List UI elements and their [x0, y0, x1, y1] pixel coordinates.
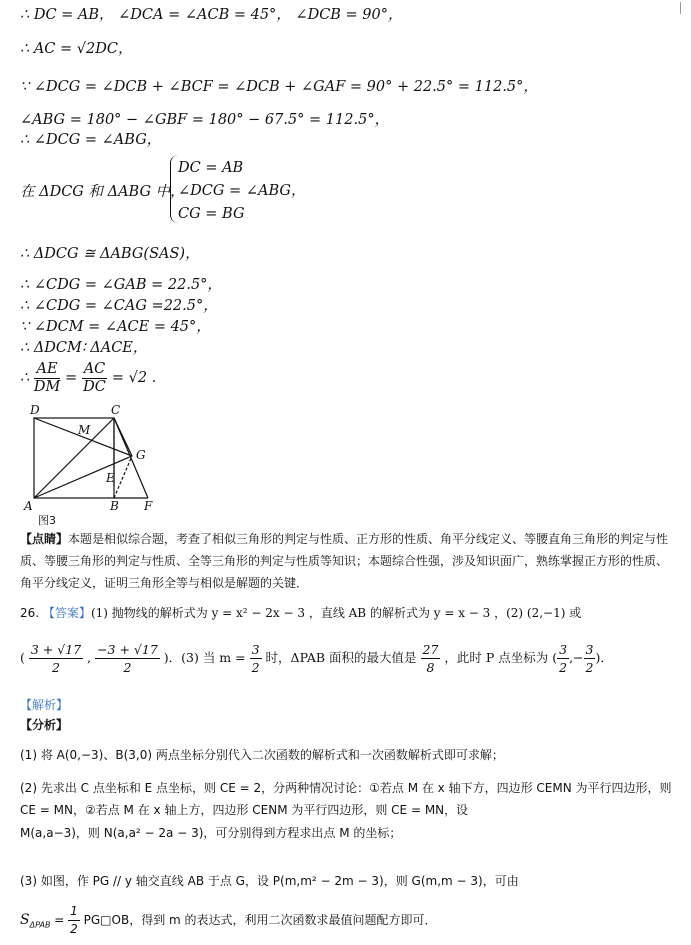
ratio-result: = √2 . [111, 370, 157, 386]
proof-line-3: ∵ ∠DCG = ∠DCB + ∠BCF = ∠DCB + ∠GAF = 90° + 22.5° = 112.5°， [20, 79, 538, 95]
fraction-numerator: 3 [585, 642, 594, 657]
label-d: D [30, 403, 40, 417]
fraction-denominator: 2 [70, 922, 78, 936]
fraction-denominator: 2 [559, 660, 568, 675]
answer-text-point: ，此时 P 点坐标为 ( [444, 650, 558, 665]
page-corner-mark [680, 2, 687, 14]
equals-sign: = [54, 913, 65, 927]
proof-line-4: ∠ABG = 180° − ∠GBF = 180° − 67.5° = 112.5°， [20, 112, 390, 128]
system-row-3: CG = BG [178, 206, 245, 222]
comment-tag: 【点睛】 [20, 532, 69, 546]
step-1: (1) 将 A(0,−3)、B(3,0) 两点坐标分别代入二次函数的解析式和一次函数解析式即可求解； [20, 748, 504, 762]
figure-caption: 图3 [38, 514, 56, 527]
comma-minus: ,− [569, 650, 584, 665]
comment-paragraph [20, 528, 675, 594]
fraction-ac-dc [82, 361, 108, 396]
therefore-symbol: ∴ [20, 370, 30, 386]
label-b: B [110, 499, 119, 513]
fraction-2 [95, 641, 160, 676]
fraction-denominator: 2 [52, 660, 60, 675]
fraction-3 [250, 641, 262, 676]
fraction-denominator: 2 [251, 660, 260, 675]
proof-line-7: ∴ ΔDCG ≅ ΔABG(SAS)， [20, 246, 200, 262]
q26-answer-line-2 [20, 640, 675, 676]
fraction-6 [584, 641, 596, 676]
answer-text-area: 时，ΔPAB 面积的最大值是 [265, 650, 417, 665]
comma: , [87, 650, 92, 665]
fraction-numerator: 3 + √17 [30, 642, 82, 657]
proof-line-6: 在 ΔDCG 和 ΔABG 中， [20, 184, 185, 200]
answer-part-1: (1) 抛物线的解析式为 y = x² − 2x − 3 ，直线 AB 的解析式为 y = x − 3 ，(2) (2,−1) 或 [90, 606, 582, 620]
proof-line-2: ∴ AC = √2DC， [20, 41, 133, 57]
fraction-denominator: 2 [123, 660, 132, 675]
fraction-1 [29, 641, 83, 676]
answer-tag: 【答案】 [42, 606, 91, 620]
equation-system [178, 157, 305, 226]
fraction-numerator: −3 + √17 [97, 642, 158, 657]
q26-answer-line-1 [20, 602, 675, 624]
fraction-numerator: 3 [559, 642, 568, 657]
step-3b [20, 902, 675, 943]
system-row-1: DC = AB [178, 160, 244, 176]
proof-line-1: ∴ DC = AB， ∠DCA = ∠ACB = 45°， ∠DCB = 90°， [20, 7, 403, 23]
step-2b: M(a,a−3)，则 N(a,a² − 2a − 3)，可分别得到方程求出点 M 的坐标； [20, 826, 402, 840]
step-2a: (2) 先求出 C 点坐标和 E 点坐标，则 CE = 2，分两种情况讨论：①若点 M 在 x 轴下方，四边形 CEMN 为平行四边形，则 CE = MN，②若点 M 在 x 轴上方，四边形 CENM 为平行四边形，则 CE = MN，设 [20, 781, 672, 817]
fenxi-tag-line: 【分析】 [20, 718, 69, 732]
fraction-denominator: 2 [585, 660, 594, 675]
step-3a: (3) 如图，作 PG // y 轴交直线 AB 于点 G，设 P(m,m² − 2m − 3)，则 G(m,m − 3)，可由 [20, 874, 519, 888]
fraction-numerator: 1 [68, 903, 80, 921]
fraction-denominator: 8 [426, 660, 435, 675]
fraction-ae-dm [34, 361, 60, 396]
label-e: E [106, 471, 115, 485]
step-3b-rest: PG□OB，得到 m 的表达式，利用二次函数求最值问题配方即可． [83, 913, 437, 927]
proof-line-9: ∴ ∠CDG = ∠CAG =22.5°， [20, 298, 218, 314]
area-symbol: S [20, 912, 30, 928]
geometry-figure-3 [20, 400, 170, 528]
question-number: 26. [20, 606, 40, 620]
fraction-4 [421, 641, 441, 676]
proof-line-11: ∴ ΔDCM∶ ΔACE， [20, 340, 148, 356]
proof-line-10: ∵ ∠DCM = ∠ACE = 45°， [20, 319, 211, 335]
label-g: G [136, 448, 146, 462]
answer-text-m: )．(3) 当 m = [163, 650, 246, 665]
fraction-numerator: 27 [422, 642, 439, 657]
paren-close: )． [595, 650, 613, 665]
fraction-numerator: AC [83, 360, 106, 377]
fraction-denominator: DC [83, 378, 106, 395]
proof-line-8: ∴ ∠CDG = ∠GAB = 22.5°， [20, 277, 222, 293]
fraction-denominator: DM [33, 378, 61, 395]
label-m: M [78, 423, 91, 437]
paren-open: ( [20, 650, 25, 665]
label-c: C [111, 403, 121, 417]
analysis-tag: 【解析】 [20, 698, 69, 712]
proof-line-5: ∴ ∠DCG = ∠ABG， [20, 132, 162, 148]
fraction-numerator: AE [34, 361, 60, 379]
ratio-line [20, 360, 156, 396]
equals-sign: = [64, 370, 78, 386]
label-f: F [144, 499, 153, 513]
diagonal-ac [34, 418, 114, 498]
system-row-2: ∠DCG = ∠ABG， [178, 183, 306, 199]
label-a: A [24, 499, 33, 513]
comment-text: 本题是相似综合题，考查了相似三角形的判定与性质、正方形的性质、角平分线定义、等腰直角三角形的判定与性质、等腰三角形的判定与性质、全等三角形的判定与性质等知识；本题综合性强，涉及知识面广，熟练掌握正方形的性质、角平分线定义，证明三角形全等与相似是解题的关键． [20, 532, 669, 590]
fraction-numerator: 3 [251, 642, 260, 657]
fraction-5 [557, 641, 569, 676]
area-subscript: ΔPAB [29, 920, 51, 930]
analysis-tag-line [20, 694, 675, 716]
fraction-half [68, 903, 80, 938]
